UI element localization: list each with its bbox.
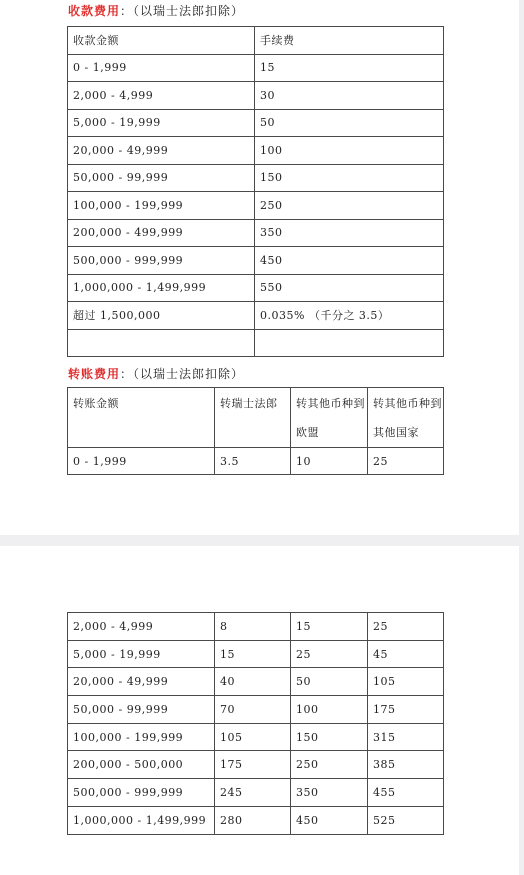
table-header-row [68,27,444,55]
table-cell: 50,000 - 99,999 [68,696,215,724]
transfer-fee-heading-label: 转账费用 [68,367,121,381]
table-cell: 5,000 - 19,999 [68,109,255,137]
table-row [68,164,444,192]
table-row [68,751,444,779]
table-cell: 200,000 - 500,000 [68,751,215,779]
table-cell: 40 [215,668,291,696]
table-row [68,54,444,82]
table-cell: 500,000 - 999,999 [68,779,215,807]
table-row [68,82,444,110]
table-cell: 15 [291,613,368,641]
table-cell: 20,000 - 49,999 [68,668,215,696]
table-cell: 525 [368,806,444,834]
table-row [68,448,444,475]
table-cell: 100,000 - 199,999 [68,192,255,220]
collection-fee-table [67,26,444,357]
column-header: 手续费 [255,27,444,55]
table-cell: 385 [368,751,444,779]
table-row [68,137,444,165]
table-cell: 450 [291,806,368,834]
table-cell: 3.5 [215,448,291,475]
table-cell: 50 [291,668,368,696]
table-cell: 5,000 - 19,999 [68,640,215,668]
table-row [68,329,444,357]
table-cell: 500,000 - 999,999 [68,247,255,275]
table-cell: 1,000,000 - 1,499,999 [68,274,255,302]
table-row [68,613,444,641]
transfer-fee-heading-note: ：（以瑞士法郎扣除） [120,367,245,381]
table-cell: 2,000 - 4,999 [68,82,255,110]
table-row [68,668,444,696]
table-row [68,192,444,220]
column-header: 转瑞士法郎 [215,388,291,448]
table-cell: 20,000 - 49,999 [68,137,255,165]
table-cell: 45 [368,640,444,668]
table-cell: 25 [368,448,444,475]
table-row [68,247,444,275]
column-header: 转其他币种到其他国家 [368,388,444,448]
table-cell: 175 [368,696,444,724]
table-cell: 100 [291,696,368,724]
table-cell: 200,000 - 499,999 [68,219,255,247]
table-cell: 25 [291,640,368,668]
collection-fee-heading [68,3,244,19]
table-cell: 8 [215,613,291,641]
collection-fee-heading-note: ：（以瑞士法郎扣除） [120,4,245,18]
table-cell: 250 [255,192,444,220]
table-cell: 245 [215,779,291,807]
transfer-fee-table [67,387,444,475]
table-cell: 100,000 - 199,999 [68,723,215,751]
column-header: 转其他币种到欧盟 [291,388,368,448]
table-row [68,806,444,834]
table-row [68,302,444,330]
table-cell: 150 [291,723,368,751]
table-cell: 0 - 1,999 [68,54,255,82]
table-cell: 175 [215,751,291,779]
table-cell: 250 [291,751,368,779]
table-row [68,219,444,247]
table-cell: 150 [255,164,444,192]
table-cell: 10 [291,448,368,475]
document-page-2 [0,546,519,875]
table-row [68,779,444,807]
table-row [68,723,444,751]
table-cell: 25 [368,613,444,641]
table-cell: 100 [255,137,444,165]
table-cell: 315 [368,723,444,751]
column-header: 转账金额 [68,388,215,448]
table-cell: 350 [291,779,368,807]
table-row [68,274,444,302]
table-header-row [68,388,444,448]
table-cell: 0.035% （千分之 3.5） [255,302,444,330]
transfer-fee-table-continued [67,612,444,835]
table-cell: 105 [368,668,444,696]
table-cell: 15 [255,54,444,82]
table-cell: 455 [368,779,444,807]
table-row [68,640,444,668]
transfer-fee-heading [68,366,244,382]
table-cell: 350 [255,219,444,247]
table-cell [255,329,444,357]
table-cell: 超过 1,500,000 [68,302,255,330]
table-row [68,696,444,724]
table-cell: 280 [215,806,291,834]
table-cell: 30 [255,82,444,110]
table-cell: 1,000,000 - 1,499,999 [68,806,215,834]
table-cell: 2,000 - 4,999 [68,613,215,641]
table-cell: 105 [215,723,291,751]
table-cell [68,329,255,357]
table-cell: 50,000 - 99,999 [68,164,255,192]
table-cell: 0 - 1,999 [68,448,215,475]
table-cell: 50 [255,109,444,137]
table-cell: 70 [215,696,291,724]
table-row [68,109,444,137]
table-cell: 550 [255,274,444,302]
collection-fee-heading-label: 收款费用 [68,4,121,18]
column-header: 收款金额 [68,27,255,55]
table-cell: 15 [215,640,291,668]
table-cell: 450 [255,247,444,275]
